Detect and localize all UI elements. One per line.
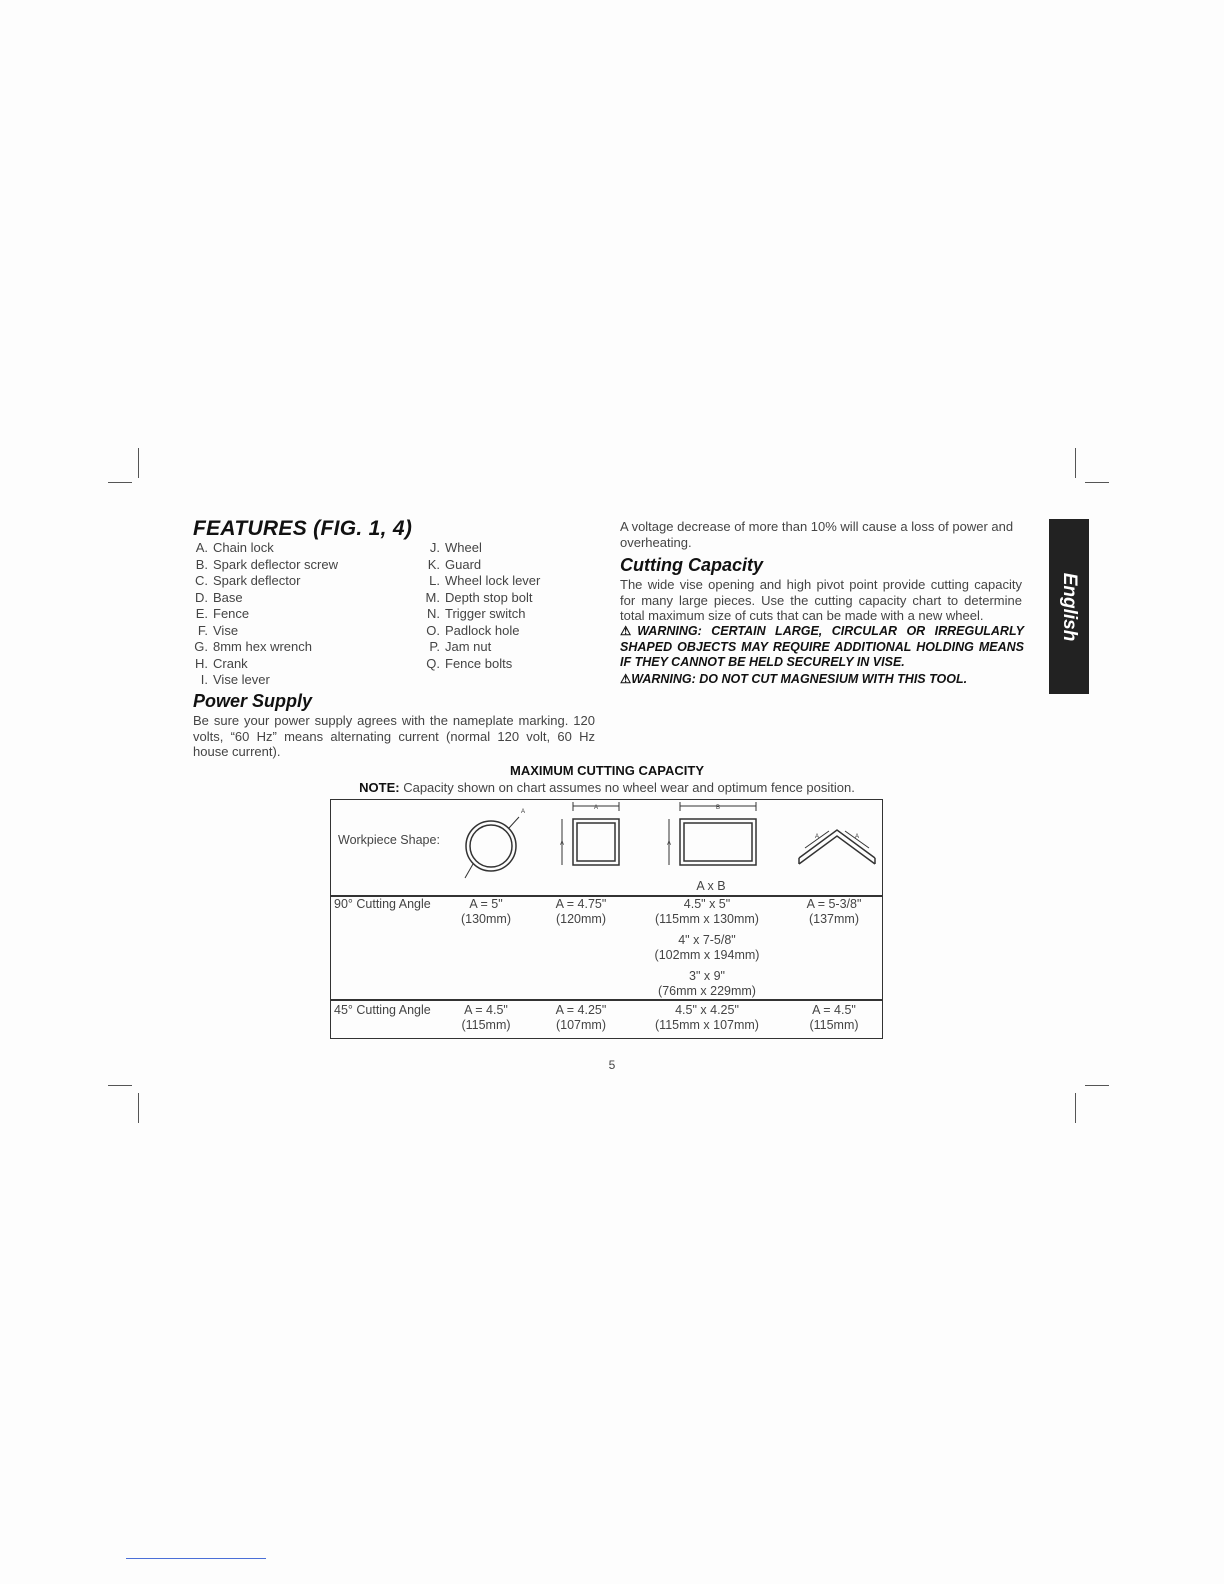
list-item: C. Spark deflector xyxy=(195,573,301,588)
crop-mark xyxy=(1085,1085,1109,1086)
crop-mark xyxy=(1075,448,1076,478)
footer-link-underline xyxy=(126,1558,266,1559)
crop-mark xyxy=(1075,1093,1076,1123)
cutting-capacity-table xyxy=(330,799,883,1039)
voltage-text: A voltage decrease of more than 10% will cause a loss of power and overheating. xyxy=(620,519,1014,550)
table-cell: A = 4.25" (107mm) xyxy=(555,1003,607,1032)
warning-icon: ⚠ xyxy=(620,672,632,686)
table-cell: A = 4.5" (115mm) xyxy=(461,1003,511,1032)
features-list-right xyxy=(418,540,540,672)
language-tab-label: English xyxy=(1059,572,1080,641)
row-label-90: 90° Cutting Angle xyxy=(334,897,431,911)
power-supply-text: Be sure your power supply agrees with the nameplate marking. 120 volts, “60 Hz” means alternating current (normal 120 volt, 60 Hz house current). xyxy=(193,713,595,759)
list-item: D. Base xyxy=(195,589,243,605)
workpiece-shape-label: Workpiece Shape: xyxy=(338,833,440,847)
list-item: L. Wheel lock lever xyxy=(429,573,541,588)
crop-mark xyxy=(1085,482,1109,483)
table-cell: A = 5" (130mm) xyxy=(460,897,511,926)
table-cell: A = 4.75" (120mm) xyxy=(555,897,607,926)
list-item: F. Vise xyxy=(197,622,239,638)
table-title: MAXIMUM CUTTING CAPACITY xyxy=(509,763,705,778)
list-item: J. Wheel xyxy=(429,540,482,555)
table-cell: 4.5" x 5" (115mm x 130mm) 4" x 7-5/8" (102mm x 194mm) 3" x 9" (76mm x 229mm) xyxy=(654,897,760,998)
dimension-a-label: A xyxy=(594,805,599,811)
dimension-a-label: A xyxy=(667,841,672,847)
list-item: M. Depth stop bolt xyxy=(425,589,533,605)
rect-dimension-caption: A x B xyxy=(696,879,726,893)
crop-mark xyxy=(138,448,139,478)
table-note: NOTE: Capacity shown on chart assumes no wheel wear and optimum fence position. xyxy=(359,780,855,795)
page-number: 5 xyxy=(608,1058,616,1072)
list-item: B. Spark deflector screw xyxy=(195,556,338,572)
table-row-divider xyxy=(331,999,882,1001)
cutting-capacity-heading: Cutting Capacity xyxy=(620,555,764,575)
list-item: A. Chain lock xyxy=(195,540,274,555)
dimension-a-label: A xyxy=(560,841,565,847)
features-list-left xyxy=(186,540,338,689)
list-item: E. Fence xyxy=(195,606,250,621)
table-cell: A = 5-3/8" (137mm) xyxy=(806,897,862,926)
crop-mark xyxy=(138,1093,139,1123)
crop-mark xyxy=(108,482,132,483)
square-tube-shape xyxy=(557,802,627,870)
table-cell: A = 4.5" (115mm) xyxy=(809,1003,859,1032)
warning-text: ⚠WARNING: CERTAIN LARGE, CIRCULAR OR IRREGULARLY SHAPED OBJECTS MAY REQUIRE ADDITIONAL HOLDING MEANS IF THEY CANNOT BE HELD SECURELY IN VISE. xyxy=(620,624,1024,669)
angle-iron-shape xyxy=(793,826,887,874)
row-label-45: 45° Cutting Angle xyxy=(334,1003,431,1017)
list-item: Q. Fence bolts xyxy=(426,655,513,671)
dimension-a-label: A xyxy=(855,834,860,840)
dimension-a-label: A xyxy=(521,809,526,815)
list-item: K. Guard xyxy=(427,556,482,572)
dimension-b-label: B xyxy=(716,805,721,811)
features-heading: FEATURES (FIG. 1, 4) xyxy=(193,517,413,540)
language-tab xyxy=(1049,519,1089,694)
list-item: N. Trigger switch xyxy=(427,606,526,621)
power-supply-heading: Power Supply xyxy=(193,691,313,711)
cutting-capacity-text: The wide vise opening and high pivot point provide cutting capacity for many large pieces. Use the cutting capacity chart to determine total maximum size of cuts that can be made with a new wheel. xyxy=(620,577,1022,623)
rectangular-tube-shape xyxy=(664,802,760,870)
round-tube-shape xyxy=(463,804,533,884)
list-item: G. 8mm hex wrench xyxy=(194,639,312,654)
crop-mark xyxy=(108,1085,132,1086)
list-item: O. Padlock hole xyxy=(426,622,520,638)
warning-icon: ⚠ xyxy=(620,624,638,638)
list-item: H. Crank xyxy=(195,655,248,671)
table-cell: 4.5" x 4.25" (115mm x 107mm) xyxy=(655,1003,759,1032)
list-item: P. Jam nut xyxy=(429,639,492,654)
dimension-a-label: A xyxy=(815,834,820,840)
warning-text: ⚠WARNING: DO NOT CUT MAGNESIUM WITH THIS TOOL. xyxy=(620,672,968,686)
list-item: I. Vise lever xyxy=(200,672,270,687)
